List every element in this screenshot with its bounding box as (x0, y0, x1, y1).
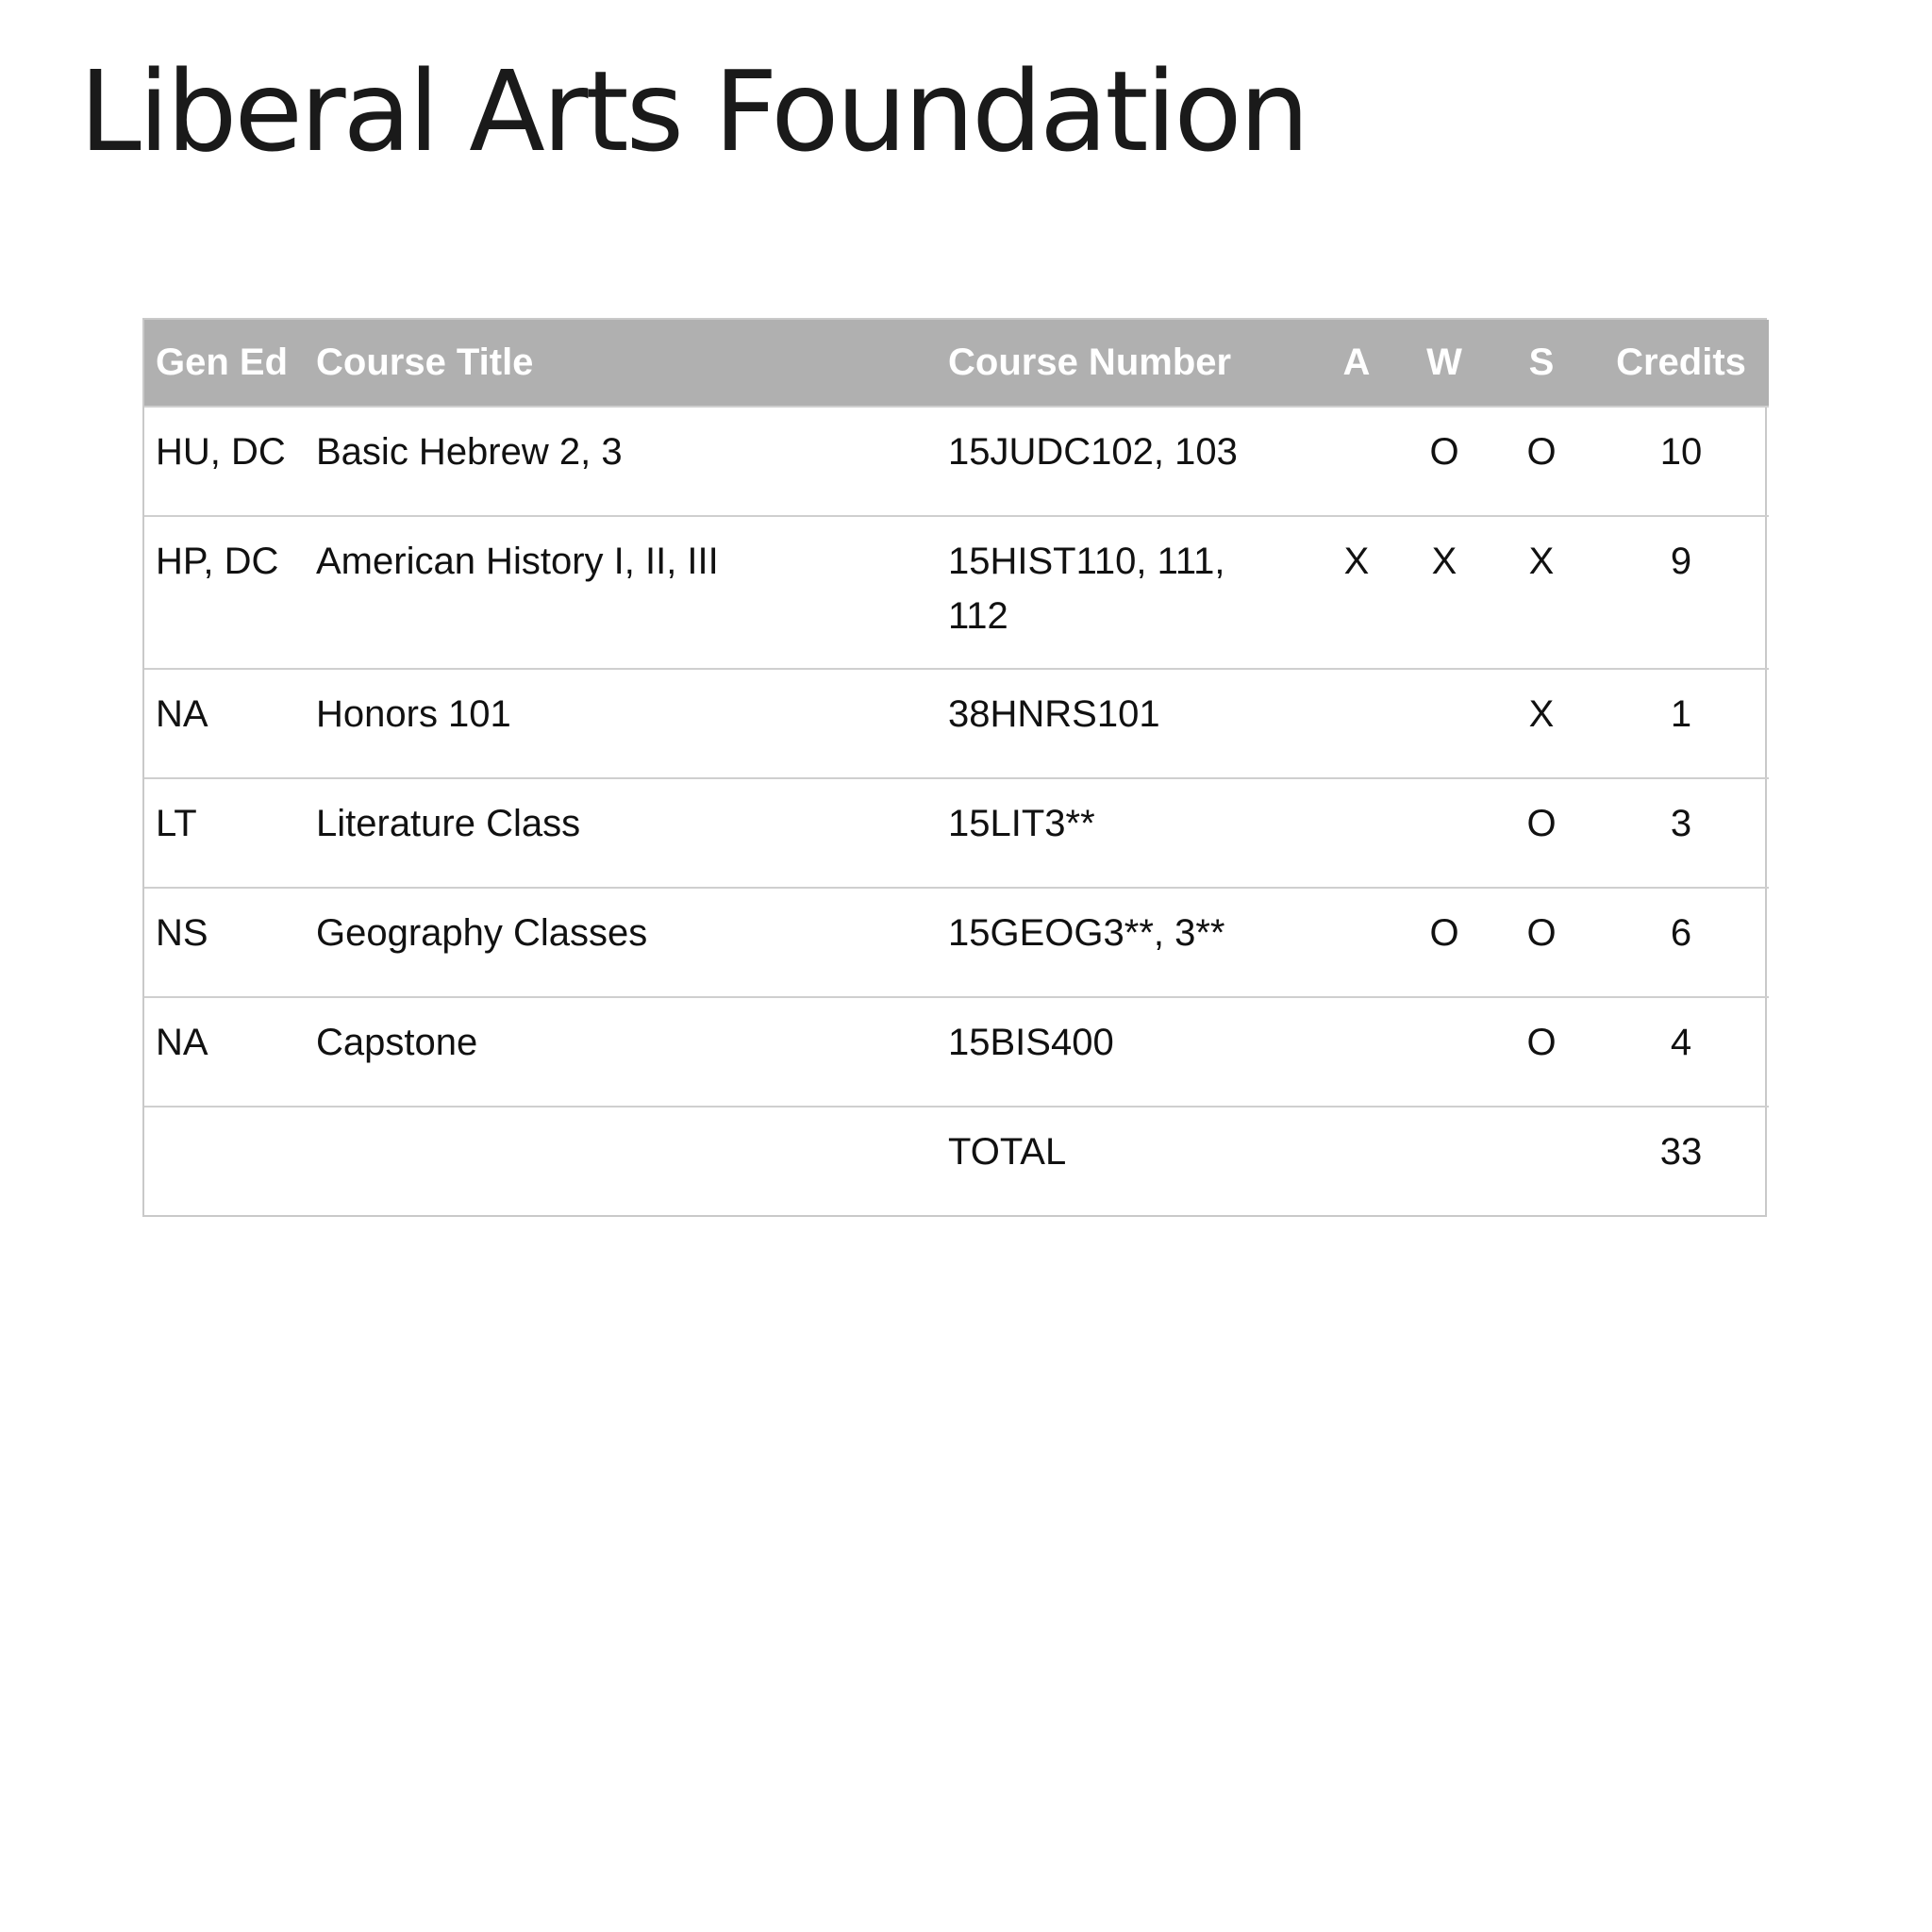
cell-w: O (1429, 912, 1459, 954)
cell-w: X (1431, 541, 1457, 582)
cell-course-title: Basic Hebrew 2, 3 (316, 431, 623, 473)
cell-course-title: Literature Class (316, 803, 581, 844)
cell-s: X (1528, 541, 1555, 582)
cell-s-empty (1490, 1107, 1593, 1215)
cell-s: O (1526, 803, 1557, 844)
header-s: S (1528, 341, 1555, 383)
cell-course-title: Geography Classes (316, 912, 648, 954)
cell-gen-ed: HP, DC (156, 541, 279, 582)
cell-s: O (1526, 431, 1557, 473)
cell-w-empty (1399, 1107, 1490, 1215)
header-w: W (1426, 341, 1462, 383)
cell-gen-ed: HU, DC (156, 431, 286, 473)
cell-course-number: 15GEOG3**, 3** (948, 912, 1225, 954)
cell-credits: 10 (1659, 431, 1703, 473)
cell-s: O (1526, 1022, 1557, 1063)
cell-gen-ed: NA (156, 693, 208, 735)
cell-gen-ed: NA (156, 1022, 208, 1063)
cell-course-number: 15JUDC102, 103 (948, 431, 1238, 473)
table-row (144, 888, 1769, 997)
header-a: A (1342, 341, 1371, 383)
cell-a (1314, 407, 1399, 516)
cell-course-number: 15HIST110, 111, 112 (948, 541, 1225, 637)
cell-credits: 6 (1670, 912, 1692, 954)
cell-w (1399, 669, 1490, 778)
cell-course-number: 38HNRS101 (948, 693, 1160, 735)
table-row (144, 997, 1769, 1107)
course-table-container (142, 318, 1767, 1217)
header-credits: Credits (1616, 341, 1746, 383)
cell-course-number: 15BIS400 (948, 1022, 1114, 1063)
cell-course-title: Capstone (316, 1022, 478, 1063)
cell-w (1399, 778, 1490, 888)
course-table (144, 320, 1769, 1215)
cell-course-title-empty (305, 1107, 937, 1215)
cell-a: X (1343, 541, 1370, 582)
cell-w (1399, 997, 1490, 1107)
cell-a (1314, 888, 1399, 997)
header-gen-ed: Gen Ed (156, 341, 289, 383)
header-course-title: Course Title (316, 341, 534, 383)
header-course-number: Course Number (948, 341, 1232, 383)
cell-gen-ed: LT (156, 803, 197, 844)
cell-a-empty (1314, 1107, 1399, 1215)
cell-course-number: 15LIT3** (948, 803, 1095, 844)
table-row (144, 778, 1769, 888)
table-row (144, 516, 1769, 669)
table-row (144, 407, 1769, 516)
total-label: TOTAL (948, 1131, 1067, 1173)
cell-gen-ed: NS (156, 912, 208, 954)
cell-w: O (1429, 431, 1459, 473)
cell-credits: 1 (1670, 693, 1692, 735)
cell-a (1314, 778, 1399, 888)
slide-title: Liberal Arts Foundation (79, 46, 1307, 176)
cell-credits: 4 (1670, 1022, 1692, 1063)
table-row (144, 669, 1769, 778)
total-credits: 33 (1659, 1131, 1703, 1173)
cell-a (1314, 997, 1399, 1107)
cell-s: X (1528, 693, 1555, 735)
cell-a (1314, 669, 1399, 778)
cell-course-title: American History I, II, III (316, 541, 719, 582)
cell-course-title: Honors 101 (316, 693, 511, 735)
table-total-row (144, 1107, 1769, 1215)
cell-credits: 9 (1670, 541, 1692, 582)
cell-credits: 3 (1670, 803, 1692, 844)
cell-s: O (1526, 912, 1557, 954)
cell-gen-ed-empty (144, 1107, 305, 1215)
table-header-row (144, 320, 1769, 407)
